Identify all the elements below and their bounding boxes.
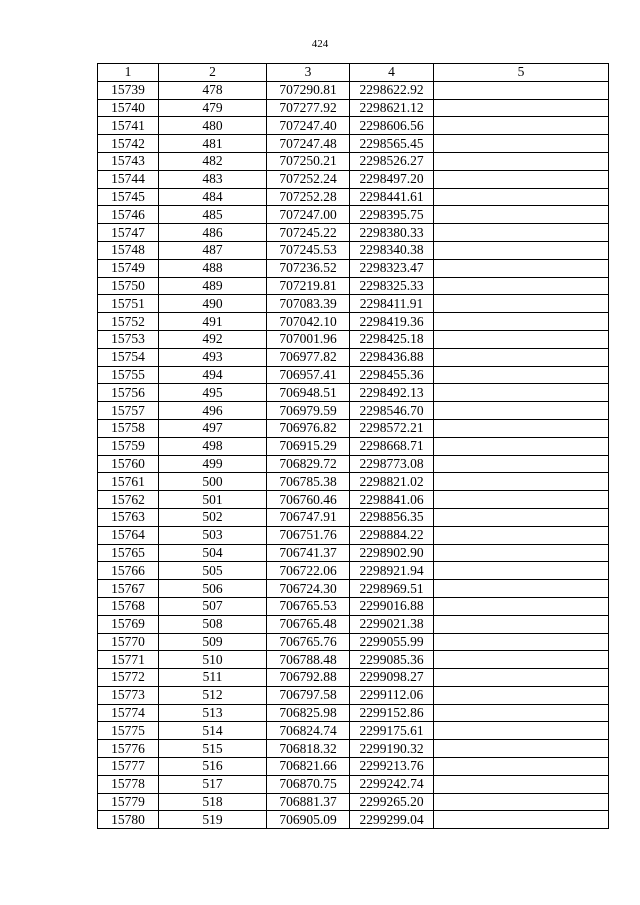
row-number-cell: 15749 (98, 259, 159, 277)
table-row (98, 651, 609, 669)
table-row (98, 384, 609, 402)
y-coordinate-cell: 2298419.36 (350, 313, 434, 331)
table-row (98, 615, 609, 633)
y-coordinate-cell: 2298773.08 (350, 455, 434, 473)
row-number-cell: 15780 (98, 811, 159, 829)
point-number-cell: 507 (159, 597, 267, 615)
table-header-row (98, 64, 609, 82)
x-coordinate-cell: 706818.32 (267, 740, 350, 758)
row-number-cell: 15751 (98, 295, 159, 313)
y-coordinate-cell: 2299242.74 (350, 775, 434, 793)
x-coordinate-cell: 706760.46 (267, 491, 350, 509)
x-coordinate-cell: 707247.40 (267, 117, 350, 135)
notes-cell (434, 348, 609, 366)
column-header: 4 (350, 64, 434, 82)
row-number-cell: 15772 (98, 669, 159, 687)
notes-cell (434, 135, 609, 153)
x-coordinate-cell: 707252.24 (267, 170, 350, 188)
row-number-cell: 15746 (98, 206, 159, 224)
x-coordinate-cell: 706741.37 (267, 544, 350, 562)
table-row (98, 135, 609, 153)
y-coordinate-cell: 2298411.91 (350, 295, 434, 313)
notes-cell (434, 188, 609, 206)
y-coordinate-cell: 2298606.56 (350, 117, 434, 135)
y-coordinate-cell: 2299085.36 (350, 651, 434, 669)
notes-cell (434, 704, 609, 722)
column-header: 3 (267, 64, 350, 82)
notes-cell (434, 669, 609, 687)
row-number-cell: 15745 (98, 188, 159, 206)
row-number-cell: 15765 (98, 544, 159, 562)
point-number-cell: 511 (159, 669, 267, 687)
x-coordinate-cell: 706765.76 (267, 633, 350, 651)
x-coordinate-cell: 706825.98 (267, 704, 350, 722)
notes-cell (434, 740, 609, 758)
table-row (98, 188, 609, 206)
x-coordinate-cell: 706948.51 (267, 384, 350, 402)
notes-cell (434, 313, 609, 331)
table-row (98, 117, 609, 135)
y-coordinate-cell: 2299213.76 (350, 758, 434, 776)
row-number-cell: 15778 (98, 775, 159, 793)
table-row (98, 419, 609, 437)
column-header: 1 (98, 64, 159, 82)
table-row (98, 81, 609, 99)
point-number-cell: 519 (159, 811, 267, 829)
row-number-cell: 15739 (98, 81, 159, 99)
point-number-cell: 492 (159, 330, 267, 348)
notes-cell (434, 224, 609, 242)
row-number-cell: 15747 (98, 224, 159, 242)
notes-cell (434, 491, 609, 509)
point-number-cell: 508 (159, 615, 267, 633)
x-coordinate-cell: 706751.76 (267, 526, 350, 544)
x-coordinate-cell: 706957.41 (267, 366, 350, 384)
x-coordinate-cell: 706905.09 (267, 811, 350, 829)
row-number-cell: 15759 (98, 437, 159, 455)
x-coordinate-cell: 707219.81 (267, 277, 350, 295)
point-number-cell: 489 (159, 277, 267, 295)
point-number-cell: 483 (159, 170, 267, 188)
point-number-cell: 491 (159, 313, 267, 331)
table-row (98, 758, 609, 776)
table-row (98, 669, 609, 687)
notes-cell (434, 419, 609, 437)
notes-cell (434, 793, 609, 811)
table-row (98, 562, 609, 580)
row-number-cell: 15757 (98, 402, 159, 420)
x-coordinate-cell: 707250.21 (267, 152, 350, 170)
point-number-cell: 512 (159, 686, 267, 704)
table-row (98, 633, 609, 651)
row-number-cell: 15758 (98, 419, 159, 437)
point-number-cell: 505 (159, 562, 267, 580)
y-coordinate-cell: 2299265.20 (350, 793, 434, 811)
point-number-cell: 484 (159, 188, 267, 206)
y-coordinate-cell: 2299152.86 (350, 704, 434, 722)
x-coordinate-cell: 707245.22 (267, 224, 350, 242)
row-number-cell: 15767 (98, 580, 159, 598)
x-coordinate-cell: 707247.48 (267, 135, 350, 153)
y-coordinate-cell: 2299299.04 (350, 811, 434, 829)
notes-cell (434, 758, 609, 776)
point-number-cell: 500 (159, 473, 267, 491)
y-coordinate-cell: 2298395.75 (350, 206, 434, 224)
point-number-cell: 514 (159, 722, 267, 740)
table-row (98, 206, 609, 224)
point-number-cell: 494 (159, 366, 267, 384)
table-row (98, 152, 609, 170)
x-coordinate-cell: 706829.72 (267, 455, 350, 473)
row-number-cell: 15750 (98, 277, 159, 295)
table-row (98, 722, 609, 740)
point-number-cell: 499 (159, 455, 267, 473)
point-number-cell: 513 (159, 704, 267, 722)
y-coordinate-cell: 2299175.61 (350, 722, 434, 740)
point-number-cell: 496 (159, 402, 267, 420)
y-coordinate-cell: 2298425.18 (350, 330, 434, 348)
notes-cell (434, 152, 609, 170)
row-number-cell: 15776 (98, 740, 159, 758)
table-row (98, 793, 609, 811)
coordinates-table (97, 63, 609, 829)
point-number-cell: 495 (159, 384, 267, 402)
point-number-cell: 510 (159, 651, 267, 669)
table-row (98, 740, 609, 758)
table-row (98, 491, 609, 509)
notes-cell (434, 580, 609, 598)
row-number-cell: 15755 (98, 366, 159, 384)
notes-cell (434, 686, 609, 704)
row-number-cell: 15752 (98, 313, 159, 331)
x-coordinate-cell: 706765.48 (267, 615, 350, 633)
x-coordinate-cell: 707236.52 (267, 259, 350, 277)
row-number-cell: 15763 (98, 508, 159, 526)
x-coordinate-cell: 706915.29 (267, 437, 350, 455)
point-number-cell: 497 (159, 419, 267, 437)
y-coordinate-cell: 2298325.33 (350, 277, 434, 295)
row-number-cell: 15775 (98, 722, 159, 740)
x-coordinate-cell: 706979.59 (267, 402, 350, 420)
x-coordinate-cell: 706785.38 (267, 473, 350, 491)
table-row (98, 170, 609, 188)
x-coordinate-cell: 707245.53 (267, 241, 350, 259)
table-row (98, 313, 609, 331)
x-coordinate-cell: 706724.30 (267, 580, 350, 598)
y-coordinate-cell: 2298441.61 (350, 188, 434, 206)
row-number-cell: 15773 (98, 686, 159, 704)
x-coordinate-cell: 707247.00 (267, 206, 350, 224)
x-coordinate-cell: 707001.96 (267, 330, 350, 348)
x-coordinate-cell: 707083.39 (267, 295, 350, 313)
y-coordinate-cell: 2298497.20 (350, 170, 434, 188)
x-coordinate-cell: 706976.82 (267, 419, 350, 437)
point-number-cell: 503 (159, 526, 267, 544)
x-coordinate-cell: 706797.58 (267, 686, 350, 704)
point-number-cell: 493 (159, 348, 267, 366)
table-row (98, 99, 609, 117)
row-number-cell: 15774 (98, 704, 159, 722)
x-coordinate-cell: 706788.48 (267, 651, 350, 669)
x-coordinate-cell: 707252.28 (267, 188, 350, 206)
notes-cell (434, 295, 609, 313)
point-number-cell: 501 (159, 491, 267, 509)
notes-cell (434, 651, 609, 669)
row-number-cell: 15753 (98, 330, 159, 348)
y-coordinate-cell: 2298380.33 (350, 224, 434, 242)
x-coordinate-cell: 706821.66 (267, 758, 350, 776)
table-row (98, 526, 609, 544)
point-number-cell: 478 (159, 81, 267, 99)
x-coordinate-cell: 707042.10 (267, 313, 350, 331)
y-coordinate-cell: 2298884.22 (350, 526, 434, 544)
point-number-cell: 490 (159, 295, 267, 313)
point-number-cell: 482 (159, 152, 267, 170)
row-number-cell: 15762 (98, 491, 159, 509)
point-number-cell: 486 (159, 224, 267, 242)
table-row (98, 259, 609, 277)
table-row (98, 366, 609, 384)
point-number-cell: 515 (159, 740, 267, 758)
y-coordinate-cell: 2298969.51 (350, 580, 434, 598)
notes-cell (434, 259, 609, 277)
notes-cell (434, 402, 609, 420)
row-number-cell: 15760 (98, 455, 159, 473)
table-row (98, 597, 609, 615)
notes-cell (434, 722, 609, 740)
notes-cell (434, 615, 609, 633)
notes-cell (434, 206, 609, 224)
y-coordinate-cell: 2298572.21 (350, 419, 434, 437)
table-row (98, 224, 609, 242)
notes-cell (434, 526, 609, 544)
notes-cell (434, 544, 609, 562)
row-number-cell: 15771 (98, 651, 159, 669)
y-coordinate-cell: 2299016.88 (350, 597, 434, 615)
y-coordinate-cell: 2298340.38 (350, 241, 434, 259)
table-row (98, 295, 609, 313)
point-number-cell: 488 (159, 259, 267, 277)
notes-cell (434, 633, 609, 651)
notes-cell (434, 384, 609, 402)
notes-cell (434, 330, 609, 348)
table-row (98, 402, 609, 420)
table-row (98, 473, 609, 491)
x-coordinate-cell: 706881.37 (267, 793, 350, 811)
notes-cell (434, 117, 609, 135)
table-body (98, 81, 609, 828)
table-row (98, 455, 609, 473)
point-number-cell: 516 (159, 758, 267, 776)
row-number-cell: 15742 (98, 135, 159, 153)
notes-cell (434, 597, 609, 615)
notes-cell (434, 366, 609, 384)
y-coordinate-cell: 2299112.06 (350, 686, 434, 704)
x-coordinate-cell: 706722.06 (267, 562, 350, 580)
y-coordinate-cell: 2298668.71 (350, 437, 434, 455)
row-number-cell: 15756 (98, 384, 159, 402)
x-coordinate-cell: 706824.74 (267, 722, 350, 740)
y-coordinate-cell: 2299055.99 (350, 633, 434, 651)
point-number-cell: 518 (159, 793, 267, 811)
y-coordinate-cell: 2299098.27 (350, 669, 434, 687)
notes-cell (434, 277, 609, 295)
y-coordinate-cell: 2298902.90 (350, 544, 434, 562)
table-row (98, 775, 609, 793)
table-row (98, 704, 609, 722)
point-number-cell: 481 (159, 135, 267, 153)
row-number-cell: 15777 (98, 758, 159, 776)
table-row (98, 580, 609, 598)
row-number-cell: 15754 (98, 348, 159, 366)
table-row (98, 348, 609, 366)
row-number-cell: 15768 (98, 597, 159, 615)
column-header: 2 (159, 64, 267, 82)
y-coordinate-cell: 2298821.02 (350, 473, 434, 491)
notes-cell (434, 437, 609, 455)
y-coordinate-cell: 2298565.45 (350, 135, 434, 153)
table-row (98, 330, 609, 348)
row-number-cell: 15761 (98, 473, 159, 491)
y-coordinate-cell: 2298621.12 (350, 99, 434, 117)
point-number-cell: 509 (159, 633, 267, 651)
point-number-cell: 504 (159, 544, 267, 562)
x-coordinate-cell: 706792.88 (267, 669, 350, 687)
table-row (98, 437, 609, 455)
point-number-cell: 480 (159, 117, 267, 135)
page-number: 424 (311, 38, 329, 50)
point-number-cell: 479 (159, 99, 267, 117)
point-number-cell: 498 (159, 437, 267, 455)
column-header: 5 (434, 64, 609, 82)
x-coordinate-cell: 706870.75 (267, 775, 350, 793)
x-coordinate-cell: 706977.82 (267, 348, 350, 366)
notes-cell (434, 473, 609, 491)
x-coordinate-cell: 707290.81 (267, 81, 350, 99)
row-number-cell: 15741 (98, 117, 159, 135)
row-number-cell: 15766 (98, 562, 159, 580)
point-number-cell: 502 (159, 508, 267, 526)
table-row (98, 811, 609, 829)
notes-cell (434, 811, 609, 829)
row-number-cell: 15744 (98, 170, 159, 188)
notes-cell (434, 170, 609, 188)
notes-cell (434, 775, 609, 793)
y-coordinate-cell: 2298436.88 (350, 348, 434, 366)
y-coordinate-cell: 2298546.70 (350, 402, 434, 420)
table-row (98, 508, 609, 526)
notes-cell (434, 241, 609, 259)
y-coordinate-cell: 2298455.36 (350, 366, 434, 384)
y-coordinate-cell: 2298841.06 (350, 491, 434, 509)
row-number-cell: 15748 (98, 241, 159, 259)
table-row (98, 544, 609, 562)
y-coordinate-cell: 2298622.92 (350, 81, 434, 99)
row-number-cell: 15769 (98, 615, 159, 633)
table-row (98, 686, 609, 704)
notes-cell (434, 508, 609, 526)
notes-cell (434, 562, 609, 580)
x-coordinate-cell: 706747.91 (267, 508, 350, 526)
table-row (98, 241, 609, 259)
y-coordinate-cell: 2298492.13 (350, 384, 434, 402)
y-coordinate-cell: 2299190.32 (350, 740, 434, 758)
row-number-cell: 15743 (98, 152, 159, 170)
x-coordinate-cell: 707277.92 (267, 99, 350, 117)
y-coordinate-cell: 2298921.94 (350, 562, 434, 580)
notes-cell (434, 81, 609, 99)
row-number-cell: 15779 (98, 793, 159, 811)
point-number-cell: 487 (159, 241, 267, 259)
table-row (98, 277, 609, 295)
point-number-cell: 485 (159, 206, 267, 224)
row-number-cell: 15740 (98, 99, 159, 117)
point-number-cell: 506 (159, 580, 267, 598)
x-coordinate-cell: 706765.53 (267, 597, 350, 615)
y-coordinate-cell: 2299021.38 (350, 615, 434, 633)
y-coordinate-cell: 2298526.27 (350, 152, 434, 170)
point-number-cell: 517 (159, 775, 267, 793)
y-coordinate-cell: 2298323.47 (350, 259, 434, 277)
notes-cell (434, 99, 609, 117)
row-number-cell: 15770 (98, 633, 159, 651)
y-coordinate-cell: 2298856.35 (350, 508, 434, 526)
row-number-cell: 15764 (98, 526, 159, 544)
notes-cell (434, 455, 609, 473)
